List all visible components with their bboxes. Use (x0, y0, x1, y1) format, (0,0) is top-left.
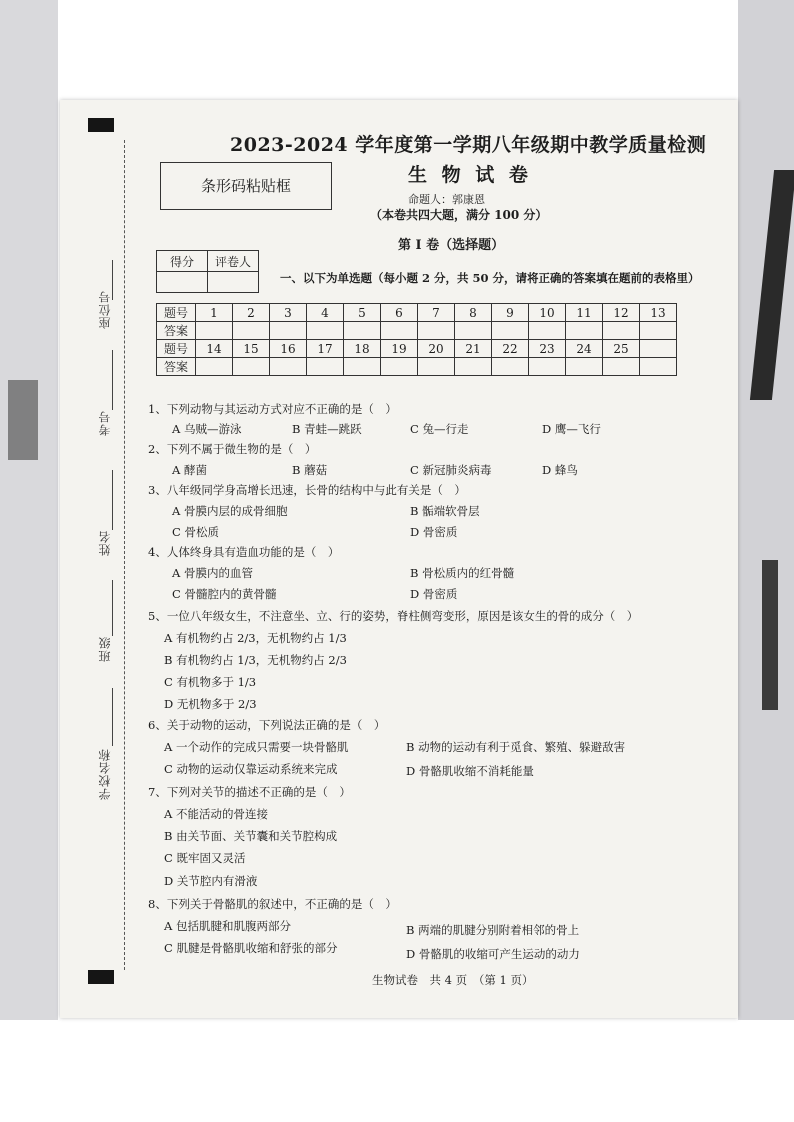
barcode-label: 条形码粘贴框 (200, 177, 291, 195)
question-number-cell: 6 (381, 304, 418, 322)
name-label: 姓名 (98, 530, 112, 556)
question-number-cell: 19 (381, 340, 418, 358)
answer-cell[interactable] (418, 322, 455, 340)
question-option: A 乌贼—游泳 (172, 422, 242, 436)
question-number-cell: 21 (455, 340, 492, 358)
question-option: C 新冠肺炎病毒 (410, 463, 492, 477)
answer-table-row-label: 答案 (157, 358, 196, 376)
background-stripe (762, 560, 778, 710)
answer-cell[interactable] (307, 322, 344, 340)
question-option: A 不能活动的骨连接 (164, 807, 268, 821)
seat-number-rule (112, 260, 113, 300)
class-label: 班级 (98, 636, 112, 662)
question-number-cell: 8 (455, 304, 492, 322)
question-option: B 青蛙—跳跃 (292, 422, 362, 436)
class-rule (112, 580, 113, 636)
answer-cell[interactable] (603, 358, 640, 376)
score-table (156, 250, 259, 293)
answer-cell[interactable] (455, 358, 492, 376)
answer-table-row-label: 题号 (157, 304, 196, 322)
answer-cell[interactable] (529, 358, 566, 376)
question-option: D 骨骼肌收缩不消耗能量 (406, 764, 534, 778)
question-option: B 骨松质内的红骨髓 (410, 566, 515, 580)
question-option: D 无机物多于 2/3 (164, 697, 257, 711)
answer-cell[interactable] (640, 358, 677, 376)
exam-number-label: 考号 (98, 410, 112, 436)
question-option: D 骨密质 (410, 587, 458, 601)
background-stripe (8, 380, 38, 460)
question-option: C 肌腱是骨骼肌收缩和舒张的部分 (164, 941, 338, 955)
question-number-cell: 20 (418, 340, 455, 358)
question-option: C 动物的运动仅靠运动系统来完成 (164, 762, 338, 776)
question-number-cell: 22 (492, 340, 529, 358)
score-note: （本卷共四大题，满分 100 分） (370, 208, 548, 222)
question-number-cell (640, 340, 677, 358)
alignment-marker-top (88, 118, 114, 132)
question-option: A 骨膜内的血管 (172, 566, 253, 580)
question-stem: 8、下列关于骨骼肌的叙述中，不正确的是（ ） (148, 897, 397, 911)
exam-sheet (60, 100, 738, 1018)
question-number-cell: 14 (196, 340, 233, 358)
answer-cell[interactable] (492, 322, 529, 340)
answer-cell[interactable] (566, 322, 603, 340)
question-number-cell: 3 (270, 304, 307, 322)
question-option: A 包括肌腱和肌腹两部分 (164, 919, 291, 933)
answer-cell[interactable] (196, 322, 233, 340)
question-stem: 6、关于动物的运动，下列说法正确的是（ ） (148, 718, 386, 732)
exam-number-rule (112, 350, 113, 410)
question-number-cell: 2 (233, 304, 270, 322)
grader-cell[interactable] (208, 272, 259, 293)
answer-cell[interactable] (270, 358, 307, 376)
question-stem: 5、一位八年级女生，不注意坐、立、行的姿势，脊柱侧弯变形，原因是该女生的骨的成分（ ） (148, 609, 639, 623)
answer-cell[interactable] (381, 322, 418, 340)
question-number-cell: 10 (529, 304, 566, 322)
school-name-label: 学校名称 (98, 748, 112, 800)
question-number-cell: 25 (603, 340, 640, 358)
answer-cell[interactable] (233, 358, 270, 376)
answer-cell[interactable] (640, 322, 677, 340)
answer-cell[interactable] (492, 358, 529, 376)
section1-heading: 一、以下为单选题（每小题 2 分，共 50 分，请将正确的答案填在题前的表格里） (280, 271, 700, 285)
answer-table (156, 303, 677, 376)
question-stem: 1、下列动物与其运动方式对应不正确的是（ ） (148, 402, 397, 416)
grader-header: 评卷人 (208, 251, 259, 272)
question-option: D 关节腔内有滑液 (164, 874, 258, 888)
question-number-cell: 1 (196, 304, 233, 322)
question-stem: 3、八年级同学身高增长迅速，长骨的结构中与此有关是（ ） (148, 483, 466, 497)
answer-cell[interactable] (381, 358, 418, 376)
answer-cell[interactable] (270, 322, 307, 340)
question-stem: 7、下列对关节的描述不正确的是（ ） (148, 785, 351, 799)
answer-cell[interactable] (529, 322, 566, 340)
binding-line (124, 140, 125, 970)
answer-table-row-label: 答案 (157, 322, 196, 340)
barcode-box (160, 162, 332, 210)
question-option: C 骨松质 (172, 525, 219, 539)
question-number-cell: 12 (603, 304, 640, 322)
question-number-cell: 18 (344, 340, 381, 358)
author-line: 命题人：郭康恩 (408, 193, 485, 206)
question-number-cell: 15 (233, 340, 270, 358)
volume-title: 第 I 卷（选择题） (398, 238, 505, 253)
question-option: A 有机物约占 2/3，无机物约占 1/3 (164, 631, 347, 645)
question-option: C 有机物多于 1/3 (164, 675, 257, 689)
question-number-cell: 17 (307, 340, 344, 358)
subject-title: 生 物 试 卷 (408, 164, 532, 186)
answer-cell[interactable] (233, 322, 270, 340)
question-option: A 骨膜内层的成骨细胞 (172, 504, 288, 518)
question-number-cell: 24 (566, 340, 603, 358)
answer-cell[interactable] (344, 358, 381, 376)
background-bottom (0, 1020, 794, 1122)
background-left (0, 0, 58, 1122)
name-rule (112, 470, 113, 530)
answer-cell[interactable] (603, 322, 640, 340)
question-number-cell: 9 (492, 304, 529, 322)
question-number-cell: 13 (640, 304, 677, 322)
answer-cell[interactable] (418, 358, 455, 376)
question-option: B 骺端软骨层 (410, 504, 480, 518)
answer-cell[interactable] (455, 322, 492, 340)
question-number-cell: 23 (529, 340, 566, 358)
question-number-cell: 4 (307, 304, 344, 322)
question-option: B 蘑菇 (292, 463, 328, 477)
question-option: D 骨密质 (410, 525, 458, 539)
question-number-cell: 5 (344, 304, 381, 322)
alignment-marker-bottom (88, 970, 114, 984)
answer-cell[interactable] (307, 358, 344, 376)
question-option: C 既牢固又灵活 (164, 851, 246, 865)
score-header: 得分 (157, 251, 208, 272)
answer-table-row-label: 题号 (157, 340, 196, 358)
page-footer: 生物试卷 共 4 页 （第 1 页） (372, 973, 534, 987)
seat-number-label: 座位号 (98, 290, 112, 329)
answer-cell[interactable] (566, 358, 603, 376)
question-option: C 兔—行走 (410, 422, 469, 436)
question-number-cell: 16 (270, 340, 307, 358)
answer-cell[interactable] (196, 358, 233, 376)
question-option: B 两端的肌腱分别附着相邻的骨上 (406, 923, 580, 937)
score-cell[interactable] (157, 272, 208, 293)
question-stem: 2、下列不属于微生物的是（ ） (148, 442, 317, 456)
question-number-cell: 7 (418, 304, 455, 322)
answer-cell[interactable] (344, 322, 381, 340)
question-option: D 鹰—飞行 (542, 422, 601, 436)
question-stem: 4、人体终身具有造血功能的是（ ） (148, 545, 340, 559)
question-option: B 由关节面、关节囊和关节腔构成 (164, 829, 338, 843)
question-number-cell: 11 (566, 304, 603, 322)
question-option: C 骨髓腔内的黄骨髓 (172, 587, 277, 601)
question-option: A 一个动作的完成只需要一块骨骼肌 (164, 740, 349, 754)
question-option: B 有机物约占 1/3，无机物约占 2/3 (164, 653, 347, 667)
question-option: A 酵菌 (172, 463, 207, 477)
school-name-rule (112, 688, 113, 746)
question-option: D 骨骼肌的收缩可产生运动的动力 (406, 947, 580, 961)
exam-title: 2023-2024 学年度第一学期八年级期中教学质量检测 (230, 134, 707, 156)
question-option: D 蜂鸟 (542, 463, 578, 477)
question-option: B 动物的运动有利于觅食、繁殖、躲避敌害 (406, 740, 626, 754)
